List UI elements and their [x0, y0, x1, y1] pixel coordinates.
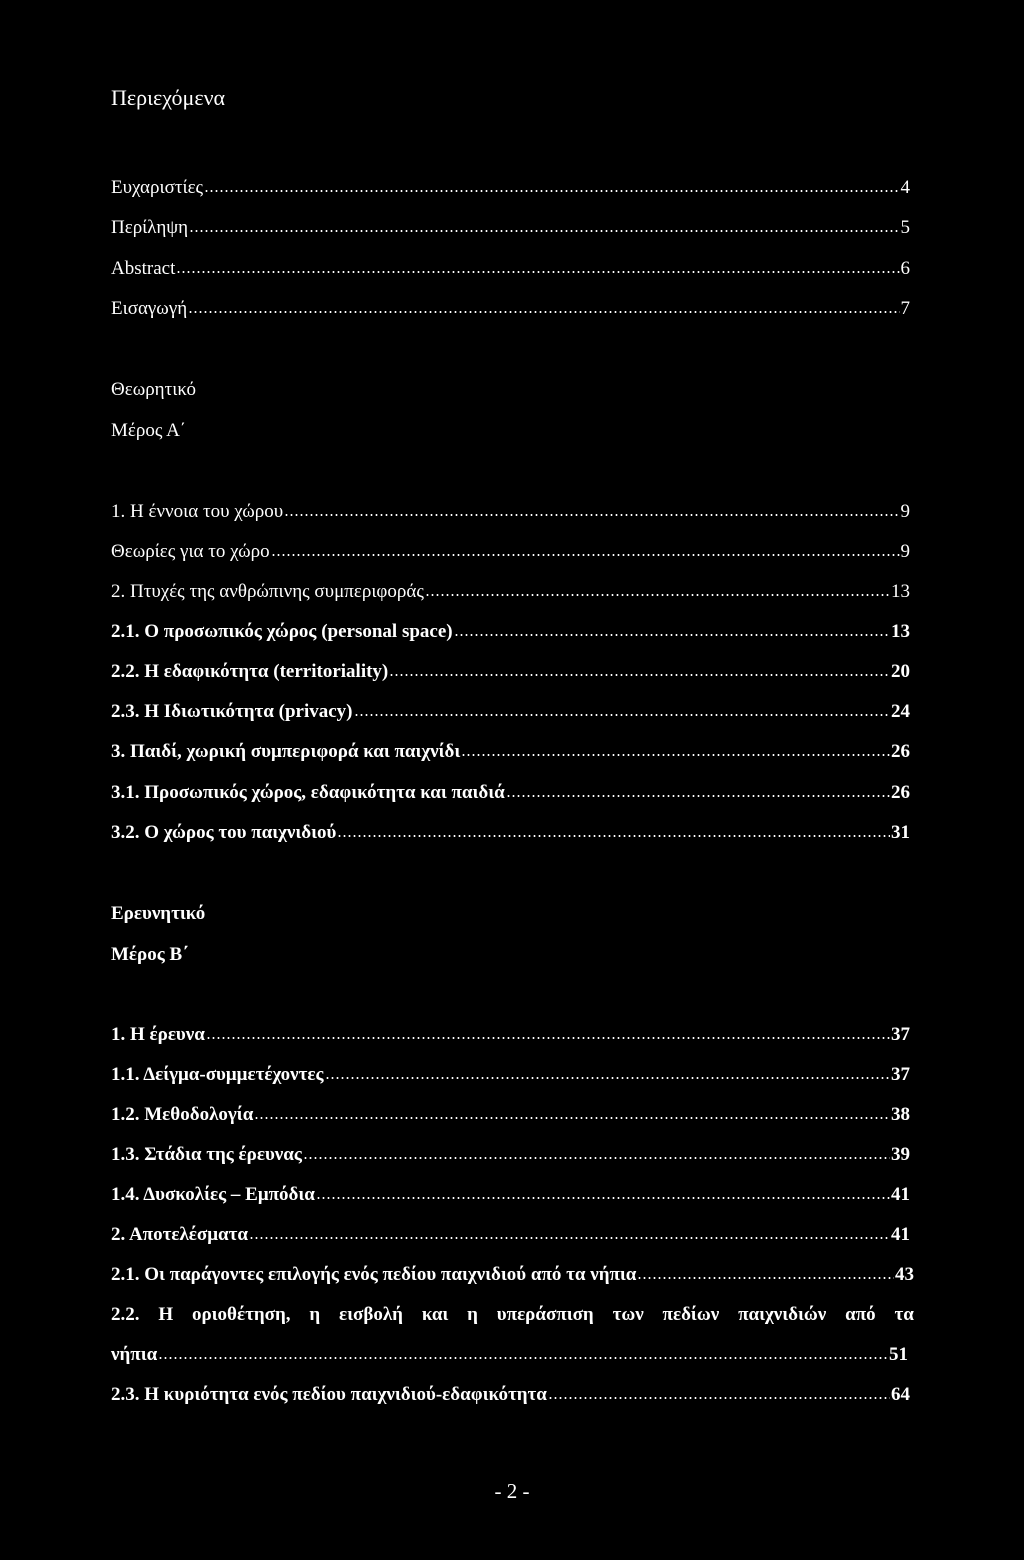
toc-entry-wrapped-continuation — [111, 1342, 908, 1368]
toc-entry-text: 2.1. Ο προσωπικός χώρος (personal space) — [111, 621, 453, 642]
dot-leader — [284, 514, 899, 516]
toc-entry-text: Ευχαριστίες — [111, 177, 204, 198]
toc-entry — [111, 780, 910, 806]
toc-entry — [111, 1022, 910, 1048]
toc-entry-page: 20 — [891, 661, 910, 682]
toc-entry — [111, 619, 910, 645]
toc-entry-text: 2.1. Οι παράγοντες επιλογής ενός πεδίου παιχνιδιού από τα νήπια — [111, 1264, 637, 1285]
toc-entry — [111, 539, 910, 565]
word: τα — [894, 1304, 914, 1325]
dot-leader — [188, 311, 899, 313]
word: Η — [158, 1304, 174, 1325]
toc-entry-text: 1.1. Δείγμα-συμμετέχοντες — [111, 1064, 324, 1085]
dot-leader — [316, 1197, 890, 1199]
toc-entry-page: 24 — [891, 701, 910, 722]
word: οριοθέτηση, — [191, 1304, 291, 1325]
dot-leader — [637, 1277, 894, 1279]
toc-entry-page: 13 — [891, 621, 910, 642]
word: εισβολή — [338, 1304, 403, 1325]
dot-leader — [389, 674, 890, 676]
toc-entry-page: 5 — [900, 217, 910, 238]
dot-leader — [454, 634, 890, 636]
toc-entry — [111, 296, 910, 322]
toc-heading: Περιεχόμενα — [111, 85, 226, 110]
dot-leader — [271, 554, 900, 556]
toc-entry-text: 2.2. Η εδαφικότητα (territoriality) — [111, 661, 389, 682]
toc-entry — [111, 499, 910, 525]
part-b-subtitle: Μέρος Β΄ — [111, 944, 189, 965]
dot-leader — [506, 795, 890, 797]
toc-entry — [111, 256, 910, 282]
toc-entry-text: Θεωρίες για το χώρο — [111, 541, 270, 562]
toc-entry-page: 37 — [891, 1064, 910, 1085]
dot-leader — [303, 1157, 890, 1159]
toc-entry — [111, 1062, 910, 1088]
toc-entry-page: 6 — [900, 258, 910, 279]
dot-leader — [325, 1077, 890, 1079]
toc-entry — [111, 175, 910, 201]
toc-entry-wrapped-first-line — [111, 1302, 914, 1328]
toc-entry-page: 43 — [895, 1264, 914, 1285]
dot-leader — [254, 1117, 890, 1119]
toc-entry-page: 7 — [900, 298, 910, 319]
toc-entry-text: 2.3. Η Ιδιωτικότητα (privacy) — [111, 701, 353, 722]
word: η — [467, 1304, 478, 1325]
dot-leader — [354, 714, 891, 716]
toc-entry-page: 4 — [900, 177, 910, 198]
toc-entry-page: 26 — [891, 741, 910, 762]
toc-entry-page: 38 — [891, 1104, 910, 1125]
dot-leader — [249, 1237, 890, 1239]
toc-entry-text: 1. Η έρευνα — [111, 1024, 205, 1045]
toc-entry-text: Abstract — [111, 258, 176, 279]
dot-leader — [204, 190, 899, 192]
toc-entry-page: 41 — [891, 1184, 910, 1205]
word: η — [309, 1304, 321, 1325]
toc-entry-page: 13 — [891, 581, 910, 602]
toc-entry — [111, 739, 910, 765]
word: παιχνιδιών — [738, 1304, 827, 1325]
toc-entry-page: 51 — [889, 1344, 908, 1365]
toc-entry — [111, 215, 910, 241]
toc-entry — [111, 1222, 910, 1248]
toc-entry — [111, 699, 910, 725]
toc-entry — [111, 659, 910, 685]
toc-entry-page: 37 — [891, 1024, 910, 1045]
toc-entry-text: 2. Πτυχές της ανθρώπινης συμπεριφοράς — [111, 581, 424, 602]
part-a-title: Θεωρητικό — [111, 379, 197, 400]
dot-leader — [461, 754, 890, 756]
toc-entry — [111, 1382, 910, 1408]
toc-entry-text: 1.3. Στάδια της έρευνας — [111, 1144, 302, 1165]
dot-leader — [176, 271, 899, 273]
toc-entry-page: 64 — [891, 1384, 910, 1405]
dot-leader — [206, 1037, 890, 1039]
toc-entry-text: 3. Παιδί, χωρική συμπεριφορά και παιχνίδι — [111, 741, 461, 762]
word: 2.2. — [111, 1304, 140, 1325]
toc-entry-text: 1.4. Δυσκολίες – Εμπόδια — [111, 1184, 315, 1205]
toc-entry-text: νήπια — [111, 1344, 158, 1365]
toc-entry — [111, 1142, 910, 1168]
word: υπεράσπιση — [496, 1304, 594, 1325]
toc-entry-text: 3.2. Ο χώρος του παιχνιδιού — [111, 822, 337, 843]
toc-entry-page: 31 — [891, 822, 910, 843]
part-b-title: Ερευνητικό — [111, 903, 206, 924]
word: από — [845, 1304, 876, 1325]
toc-entry-text: 2. Αποτελέσματα — [111, 1224, 248, 1245]
dot-leader — [158, 1357, 888, 1359]
toc-entry-page: 9 — [900, 541, 910, 562]
toc-entry-page: 26 — [891, 782, 910, 803]
toc-entry — [111, 1102, 910, 1128]
dot-leader — [425, 594, 890, 596]
toc-entry-text: Περίληψη — [111, 217, 189, 238]
toc-entry-text: 1. Η έννοια του χώρου — [111, 501, 284, 522]
toc-entry-text: 3.1. Προσωπικός χώρος, εδαφικότητα και παιδιά — [111, 782, 505, 803]
word: και — [421, 1304, 449, 1325]
toc-entry-page: 39 — [891, 1144, 910, 1165]
toc-entry — [111, 1182, 910, 1208]
toc-entry-text: 1.2. Μεθοδολογία — [111, 1104, 254, 1125]
word: των — [612, 1304, 644, 1325]
toc-entry-page: 9 — [900, 501, 910, 522]
toc-entry — [111, 579, 910, 605]
toc-entry-text: 2.3. Η κυριότητα ενός πεδίου παιχνιδιού-εδαφικότητα — [111, 1384, 547, 1405]
dot-leader — [189, 230, 899, 232]
part-a-subtitle: Μέρος Α΄ — [111, 420, 187, 441]
toc-entry-page: 41 — [891, 1224, 910, 1245]
dot-leader — [548, 1397, 890, 1399]
toc-entry — [111, 1262, 914, 1288]
word: πεδίων — [662, 1304, 720, 1325]
page-number: - 2 - — [494, 1479, 530, 1503]
toc-entry — [111, 820, 910, 846]
toc-entry-text: Εισαγωγή — [111, 298, 188, 319]
dot-leader — [337, 835, 890, 837]
